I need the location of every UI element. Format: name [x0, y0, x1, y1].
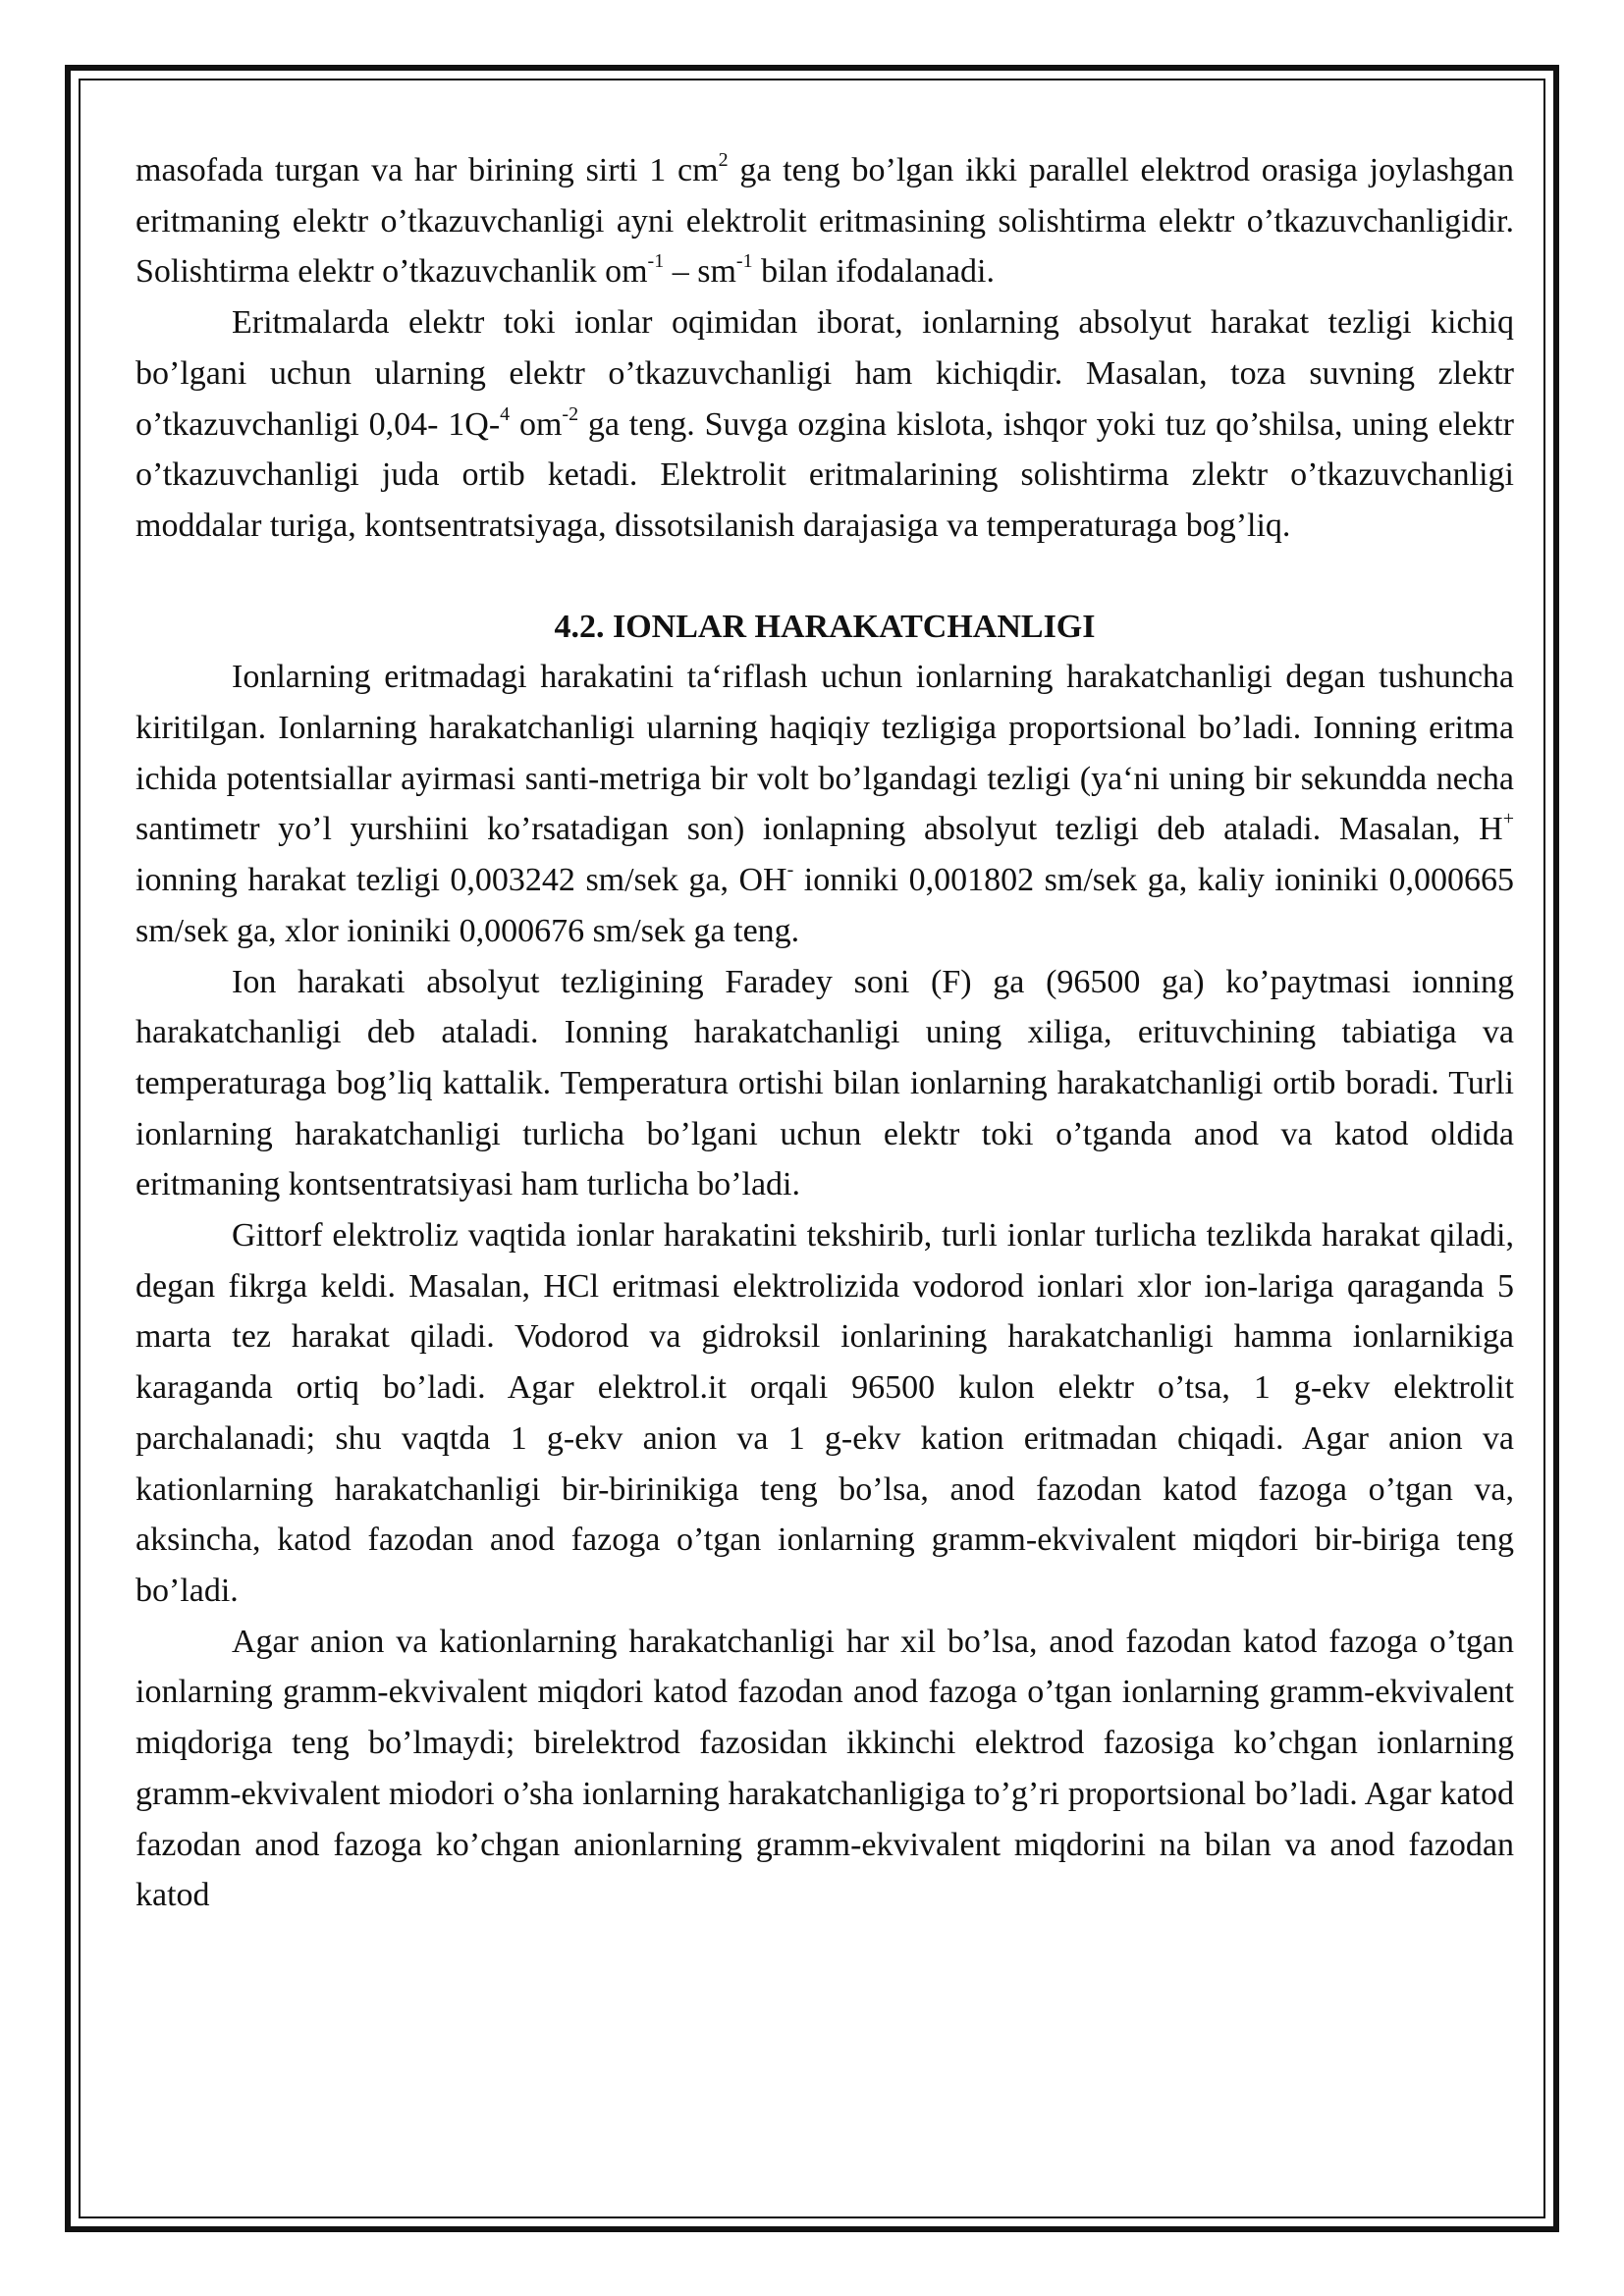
paragraph-electrolyte-conductivity — [135, 297, 1514, 552]
paragraph-ion-mobility-definition — [135, 652, 1514, 956]
paragraph-continuation — [135, 145, 1514, 297]
text-run: masofada turgan va har birining sirti 1 cm — [135, 152, 719, 188]
superscript: 4 — [500, 402, 511, 425]
text-run: ionning harakat tezligi 0,003242 sm/sek ga, OH — [135, 862, 787, 899]
paragraph-unequal-mobility: Agar anion va kationlarning harakatchanligi har xil bo’lsa, anod fazodan katod fazoga o’tgan ionlarning gramm-ekvivalent miqdori katod fazodan anod fazoga o’tgan ionlarning gramm-ekvivalent miqdoriga teng bo’lmaydi; birelektrod fazosidan ikkinchi elektrod fazosiga ko’chgan ionlarning gramm-ekvivalent miodori o’sha ionlarning harakatchanligiga to’g’ri proportsional bo’ladi. Agar katod fazodan anod fazoga ko’chgan anionlarning gramm-ekvivalent miqdorini na bilan va anod fazodan katod — [135, 1623, 1514, 1914]
superscript: -1 — [647, 250, 665, 273]
superscript: - — [786, 859, 794, 881]
superscript: -2 — [562, 402, 579, 425]
text-run: bilan ifodalanadi. — [752, 253, 995, 291]
text-run: – sm — [664, 253, 736, 291]
paragraph-hittorf: Gittorf elektroliz vaqtida ionlar harakatini tekshirib, turli ionlar turlicha tezlikda harakat qiladi, degan fikrga keldi. Masalan, HCl eritmasi elektrolizida vodorod ionlari xlor ion-lariga qaraganda 5 marta tez harakat qiladi. Vodorod va gidroksil ionlarining harakatchanligi hamma ionlarnikiga karaganda ortiq bo’ladi. Agar elektrol.it orqali 96500 kulon elektr o’tsa, 1 g-ekv elektrolit parchalanadi; shu vaqtda 1 g-ekv anion va 1 g-ekv kation eritmadan chiqadi. Agar anion va kationlarning harakatchanligi bir-birinikiga teng bo’lsa, anod fazodan katod fazoga o’tgan va, aksincha, katod fazodan anod fazoga o’tgan ionlarning gramm-ekvivalent miqdori bir-biriga teng bo’ladi. — [135, 1217, 1514, 1609]
document-body — [135, 145, 1514, 1921]
text-run: ga teng. Suvga ozgina kislota, ishqor yoki tuz qo’shilsa, uning elektr o’tkazuvchanligi juda ortib ketadi. Elektrolit eritmalarining solishtirma zlektr o’tkazuvchanligi moddalar turiga, kontsentratsiyaga, dissotsilanish darajasiga va temperaturaga bog’liq. — [135, 405, 1514, 544]
text-run: Eritmalarda elektr toki ionlar oqimidan iborat, ionlarning absolyut harakat tezligi kichiq bo’lgani uchun ularning elektr o’tkazuvchanligi ham kichiqdir. Masalan, toza suvning zlektr o’tkazuvchanligi 0,04- 1Q- — [135, 304, 1514, 443]
text-run: ionniki 0,001802 sm/sek ga, kaliy ioniniki 0,000665 sm/sek ga, xlor ioniniki 0,000676 sm/sek ga teng. — [135, 862, 1514, 949]
superscript: + — [1502, 808, 1514, 830]
text-run: om — [510, 405, 563, 443]
section-heading: 4.2. IONLAR HARAKATCHANLIGI — [554, 608, 1096, 645]
superscript: 2 — [718, 149, 729, 171]
text-run: Ionlarning eritmadagi harakatini ta‘riflash uchun ionlarning harakatchanligi degan tushuncha kiritilgan. Ionlarning harakatchanligi ularning haqiqiy tezligiga proportsional bo’ladi. Ionning eritma ichida potentsiallar ayirmasi santi-metriga bir volt bo’lgandagi tezligi (ya‘ni uning bir sekundda necha santimetr yo’l yurshiini ko’rsatadigan son) ionlapning absolyut tezligi deb ataladi. Masalan, H — [135, 659, 1514, 848]
superscript: -1 — [735, 250, 753, 273]
paragraph-faraday: Ion harakati absolyut tezligining Faradey soni (F) ga (96500 ga) ko’paytmasi ionning harakatchanligi deb ataladi. Ionning harakatchanligi uning xiliga, erituvchining tabiatiga va temperaturaga bog’liq kattalik. Temperatura ortishi bilan ionlarning harakatchanligi ortib boradi. Turli ionlarning harakatchanligi turlicha bo’lgani uchun elektr toki o’tganda anod va katod oldida eritmaning kontsentratsiyasi ham turlicha bo’ladi. — [135, 963, 1514, 1203]
text-run: ga teng bo’lgan ikki parallel elektrod orasiga joylashgan eritmaning elektr o’tkazuvchanligi ayni elektrolit eritmasining solishtirma elektr o’tkazuvchanligidir. Solishtirma elektr o’tkazuvchanlik om — [135, 152, 1514, 291]
